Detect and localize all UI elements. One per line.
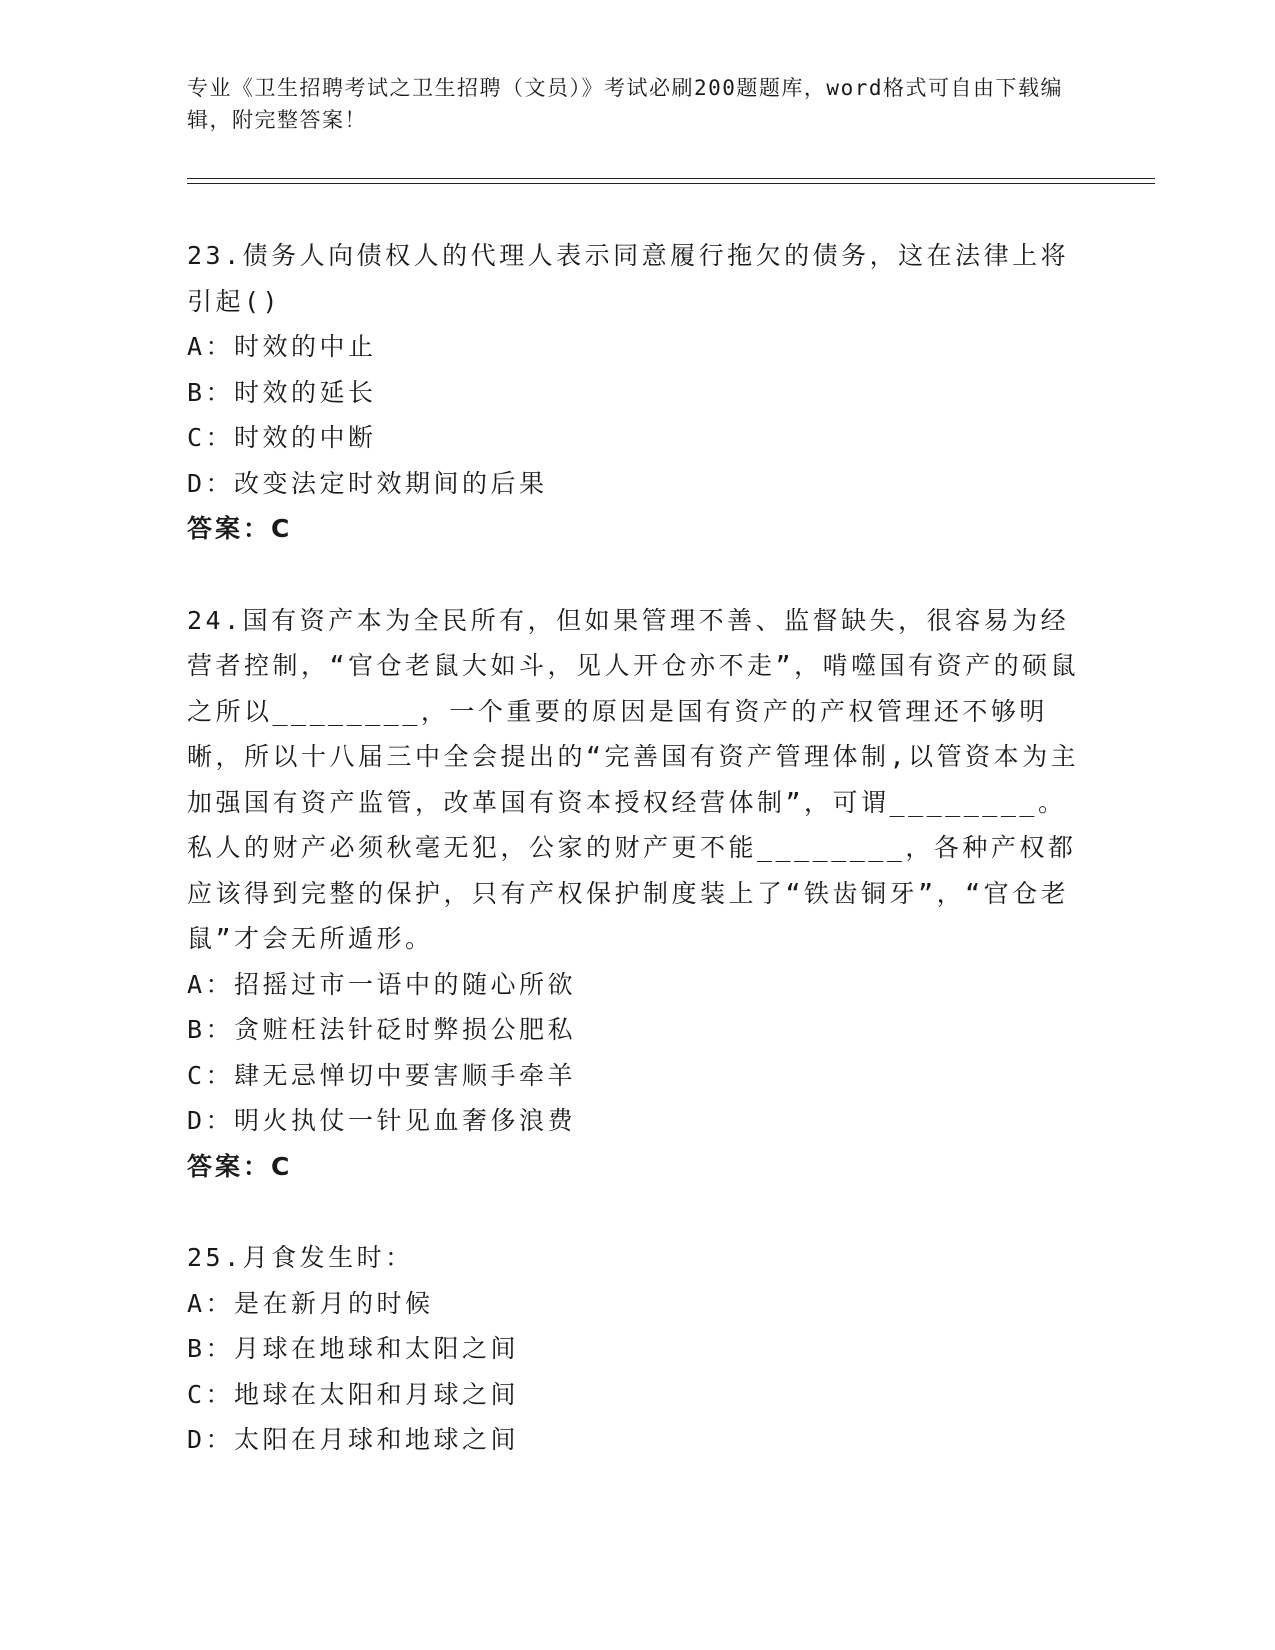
header-divider-bottom [187, 183, 1155, 184]
option-c: C：地球在太阳和月球之间 [187, 1379, 520, 1409]
option-a: A：是在新月的时候 [187, 1288, 434, 1318]
option-b: B：月球在地球和太阳之间 [187, 1334, 520, 1363]
option-b: B：贪赃枉法针砭时弊损公肥私 [187, 1015, 577, 1044]
question-stem: 25.月食发生时： [187, 1243, 414, 1272]
question-stem: 24.国有资产本为全民所有，但如果管理不善、监督缺失，很容易为经营者控制，“官仓老鼠大如斗，见人开仓亦不走”，啃噬国有资产的硕鼠之所以________，一个重要的原因是国有资产的产权管理还不够明晰，所以十八届三中全会提出的“完善国有资产管理体制,以管资本为主加强国有资产监管，改革国有资本授权经营体制”，可谓________。私人的财产必须秋毫无犯，公家的财产更不能________，各种产权都应该得到完整的保护，只有产权保护制度装上了“铁齿铜牙”，“官仓老鼠”才会无所遁形。 [187, 605, 1080, 953]
document-header: 专业《卫生招聘考试之卫生招聘（文员）》考试必刷200题题库，word格式可自由下载编辑，附完整答案！ [187, 76, 1063, 132]
option-d: D：改变法定时效期间的后果 [187, 468, 548, 498]
option-b: B：时效的延长 [187, 377, 377, 407]
option-c: C：肆无忌惮切中要害顺手牵羊 [187, 1060, 577, 1090]
answer-line: 答案：C [187, 514, 293, 543]
question-25 [187, 1235, 1087, 1463]
option-c: C：时效的中断 [187, 423, 377, 452]
option-a: A：招摇过市一语中的随心所欲 [187, 969, 577, 999]
question-stem: 23.债务人向债权人的代理人表示同意履行拖欠的债务，这在法律上将引起() [187, 241, 1070, 316]
option-d: D：明火执仗一针见血奢侈浪费 [187, 1106, 577, 1135]
option-d: D：太阳在月球和地球之间 [187, 1425, 520, 1454]
question-list [187, 233, 1087, 1509]
question-23 [187, 233, 1087, 552]
question-24 [187, 598, 1087, 1190]
header-divider-top [187, 178, 1155, 179]
answer-line: 答案：C [187, 1151, 293, 1181]
option-a: A：时效的中止 [187, 332, 377, 361]
